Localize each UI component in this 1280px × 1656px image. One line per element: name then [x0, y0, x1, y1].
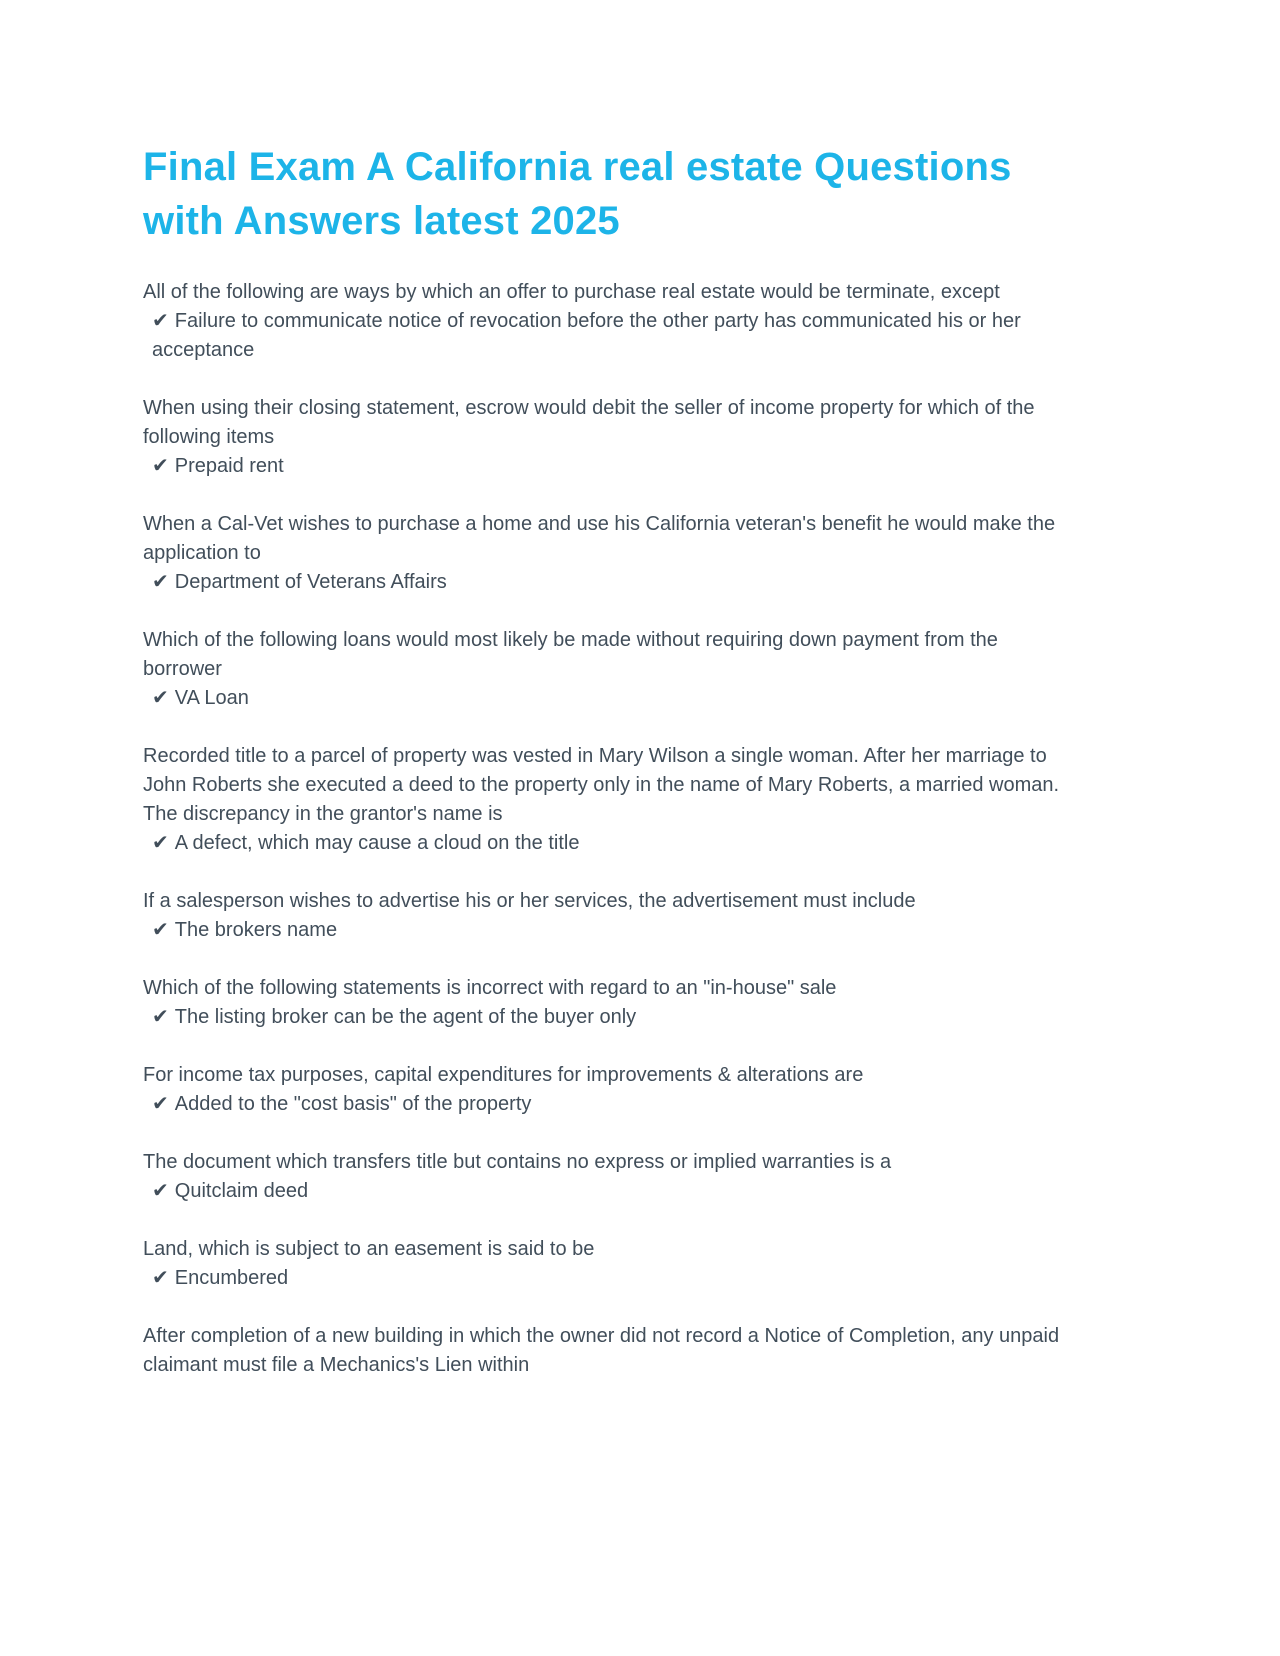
- answer-line: [143, 1090, 1068, 1119]
- qa-item: [143, 1061, 1068, 1119]
- answer-text: The brokers name: [174, 919, 338, 941]
- answer-line: [143, 568, 1068, 597]
- question-text: When a Cal-Vet wishes to purchase a home and use his California veteran's benefit he would make the application to: [143, 513, 1056, 564]
- question-text: If a salesperson wishes to advertise his or her services, the advertisement must include: [143, 890, 916, 912]
- answer-text: Encumbered: [174, 1267, 289, 1289]
- answer-text: Prepaid rent: [174, 455, 284, 477]
- answer-text: Department of Veterans Affairs: [174, 571, 447, 593]
- question-text: The document which transfers title but contains no express or implied warranties is a: [143, 1151, 892, 1173]
- answer-text: VA Loan: [174, 687, 249, 709]
- checkmark-icon: ✔: [152, 455, 169, 477]
- question-text: For income tax purposes, capital expenditures for improvements & alterations are: [143, 1064, 864, 1086]
- qa-item: [143, 1322, 1068, 1380]
- checkmark-icon: ✔: [152, 687, 169, 709]
- question-text: Which of the following loans would most likely be made without requiring down payment from the borrower: [143, 629, 998, 680]
- qa-item: [143, 278, 1068, 365]
- question-text: All of the following are ways by which an offer to purchase real estate would be terminate, except: [143, 281, 1000, 303]
- answer-line: [143, 829, 1068, 858]
- checkmark-icon: ✔: [152, 1093, 169, 1115]
- answer-line: [143, 307, 1068, 365]
- question-text: Which of the following statements is incorrect with regard to an "in-house" sale: [143, 977, 837, 999]
- answer-line: [143, 684, 1068, 713]
- page-title: Final Exam A California real estate Questions with Answers latest 2025: [143, 145, 1012, 243]
- answer-text: Added to the "cost basis" of the property: [174, 1093, 532, 1115]
- qa-item: [143, 510, 1068, 597]
- qa-item: [143, 974, 1068, 1032]
- checkmark-icon: ✔: [152, 1006, 169, 1028]
- qa-item: [143, 887, 1068, 945]
- checkmark-icon: ✔: [152, 832, 169, 854]
- question-text: Recorded title to a parcel of property was vested in Mary Wilson a single woman. After her marriage to John Roberts she executed a deed to the property only in the name of Mary Roberts, a married woman. The discrepancy in the grantor's name is: [143, 745, 1060, 825]
- checkmark-icon: ✔: [152, 1180, 169, 1202]
- qa-item: [143, 1148, 1068, 1206]
- checkmark-icon: ✔: [152, 919, 169, 941]
- checkmark-icon: ✔: [152, 571, 169, 593]
- answer-line: [143, 1264, 1068, 1293]
- answer-text: A defect, which may cause a cloud on the title: [174, 832, 580, 854]
- qa-item: [143, 742, 1068, 858]
- checkmark-icon: ✔: [152, 310, 169, 332]
- answer-line: [143, 1003, 1068, 1032]
- answer-line: [143, 452, 1068, 481]
- answer-line: [143, 1177, 1068, 1206]
- answer-text: Quitclaim deed: [174, 1180, 309, 1202]
- qa-item: [143, 394, 1068, 481]
- answer-text: The listing broker can be the agent of the buyer only: [174, 1006, 637, 1028]
- qa-item: [143, 626, 1068, 713]
- qa-list: [143, 278, 1068, 1380]
- answer-line: [143, 916, 1068, 945]
- answer-text: Failure to communicate notice of revocation before the other party has communicated his or her acceptance: [152, 310, 1021, 361]
- question-text: Land, which is subject to an easement is said to be: [143, 1238, 595, 1260]
- question-text: When using their closing statement, escrow would debit the seller of income property for which of the following items: [143, 397, 1035, 448]
- question-text: After completion of a new building in which the owner did not record a Notice of Completion, any unpaid claimant must file a Mechanics's Lien within: [143, 1325, 1060, 1376]
- checkmark-icon: ✔: [152, 1267, 169, 1289]
- qa-item: [143, 1235, 1068, 1293]
